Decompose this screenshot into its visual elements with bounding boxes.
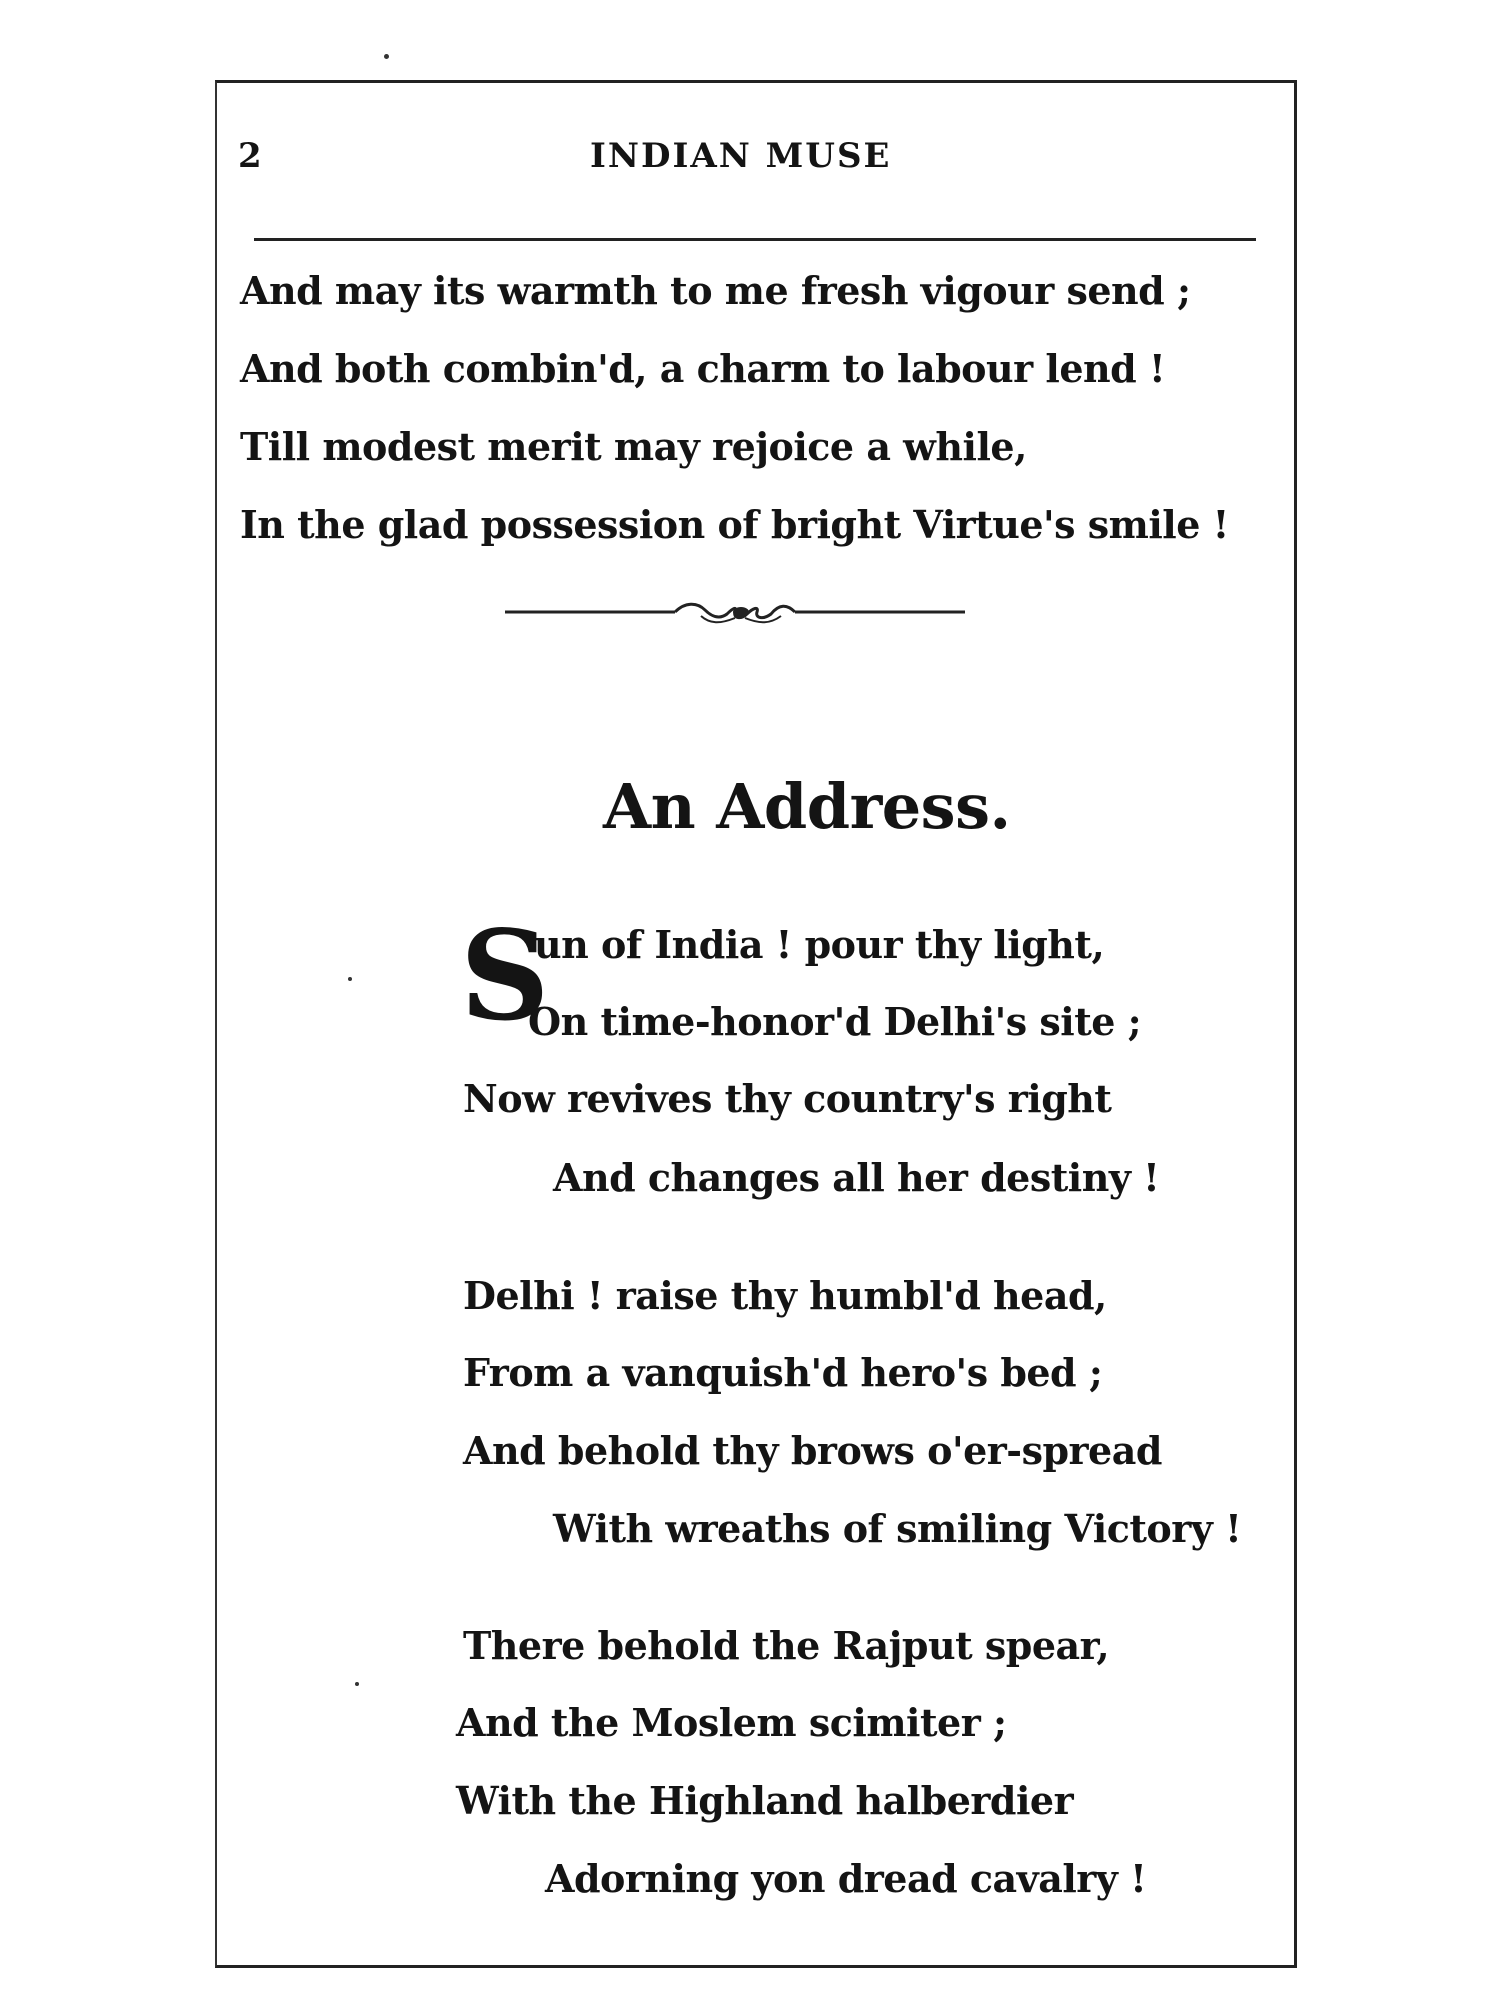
poem-title: An Address.: [603, 770, 1011, 843]
poem-line: There behold the Rajput spear,: [463, 1623, 1110, 1668]
ink-speck: [384, 54, 389, 59]
poem-line: And behold thy brows o'er-spread: [463, 1428, 1162, 1473]
previous-poem-line: And may its warmth to me fresh vigour send ;: [240, 268, 1191, 313]
poem-line: And the Moslem scimiter ;: [456, 1700, 1007, 1745]
poem-line: Adorning yon dread cavalry !: [545, 1856, 1147, 1901]
drop-cap-letter: S: [460, 904, 550, 1049]
poem-line: On time-honor'd Delhi's site ;: [528, 999, 1142, 1044]
poem-line: Delhi ! raise thy humbl'd head,: [463, 1273, 1107, 1318]
poem-line: From a vanquish'd hero's bed ;: [463, 1350, 1103, 1395]
header-rule: [254, 238, 1256, 241]
running-title: INDIAN MUSE: [590, 136, 892, 176]
page-number: 2: [238, 136, 262, 176]
poem-line: With the Highland halberdier: [456, 1778, 1074, 1823]
previous-poem-line: Till modest merit may rejoice a while,: [240, 424, 1027, 469]
poem-line: And changes all her destiny !: [553, 1155, 1160, 1200]
previous-poem-line: In the glad possession of bright Virtue's smile !: [240, 502, 1229, 547]
previous-poem-line: And both combin'd, a charm to labour lend !: [240, 346, 1166, 391]
poem-line: Now revives thy country's right: [463, 1076, 1112, 1121]
decorative-divider-ornament: [505, 594, 965, 634]
poem-line: With wreaths of smiling Victory !: [553, 1506, 1242, 1551]
poem-line: un of India ! pour thy light,: [534, 922, 1105, 967]
